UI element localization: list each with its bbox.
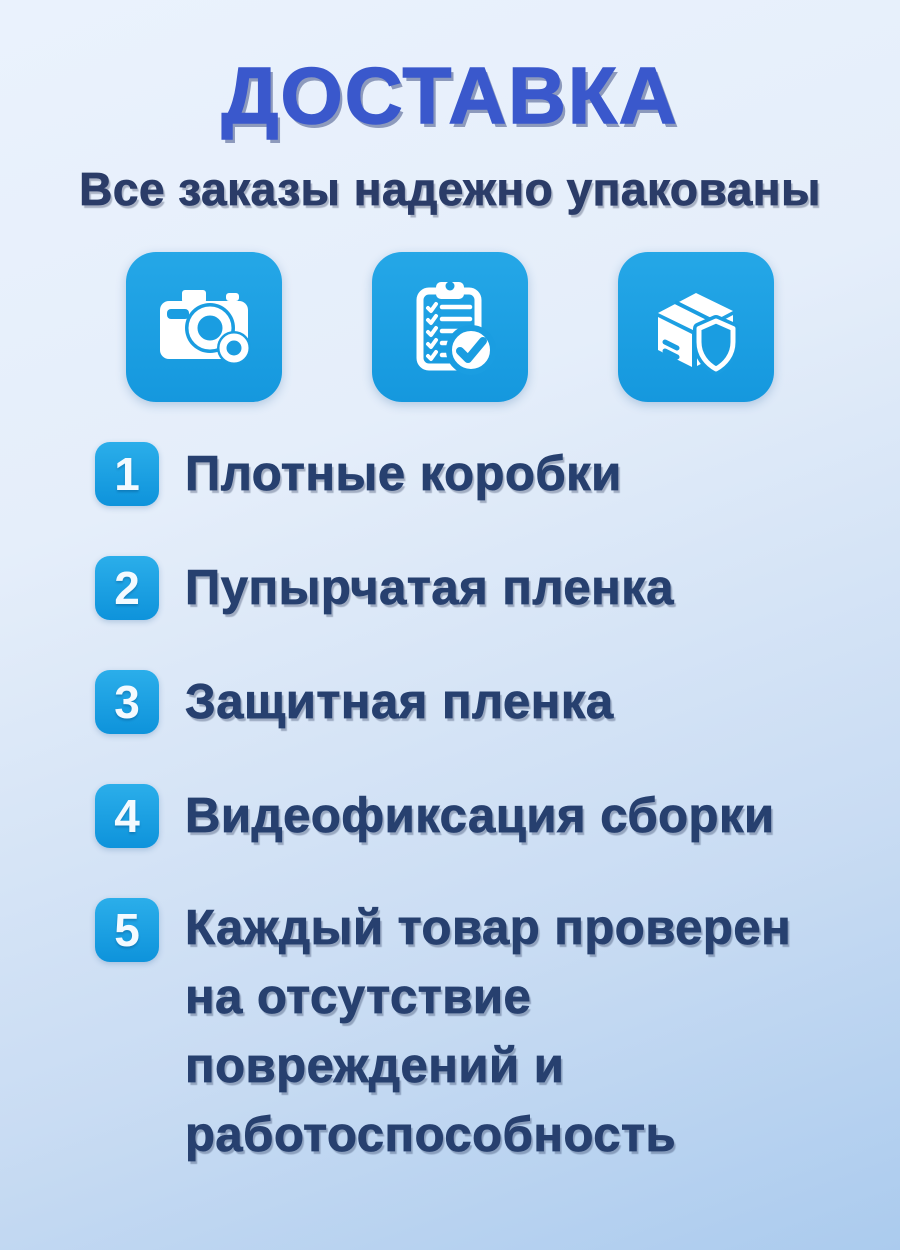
item-text: Видеофиксация сборки <box>185 789 775 843</box>
item-text: Плотные коробки <box>185 447 622 501</box>
package-tile <box>618 252 774 402</box>
list-item <box>95 442 900 506</box>
item-number-badge: 1 <box>95 442 159 506</box>
list-item <box>95 898 900 1170</box>
camera-tile <box>126 252 282 402</box>
feature-icons-row <box>0 252 900 402</box>
list-item <box>95 556 900 620</box>
item-text: Защитная пленка <box>185 675 614 729</box>
item-text-line: на отсутствие <box>185 970 532 1024</box>
item-text: Пупырчатая пленка <box>185 561 674 615</box>
item-text-line: Каждый товар проверен <box>185 901 792 955</box>
item-text <box>185 894 791 1170</box>
list-item <box>95 670 900 734</box>
item-number-badge: 3 <box>95 670 159 734</box>
list-item <box>95 784 900 848</box>
delivery-infographic <box>0 50 900 1170</box>
checklist-tile <box>372 252 528 402</box>
camera-icon <box>152 273 256 382</box>
item-number-badge: 2 <box>95 556 159 620</box>
item-number-badge: 5 <box>95 898 159 962</box>
item-number-badge: 4 <box>95 784 159 848</box>
checklist-check-icon <box>398 273 502 382</box>
page-title: ДОСТАВКА <box>221 51 679 140</box>
item-text-line: работоспособность <box>185 1108 677 1162</box>
features-list <box>95 442 900 1170</box>
item-text-line: повреждений и <box>185 1039 565 1093</box>
package-shield-icon <box>644 273 748 382</box>
page-subtitle: Все заказы надежно упакованы <box>79 163 821 215</box>
